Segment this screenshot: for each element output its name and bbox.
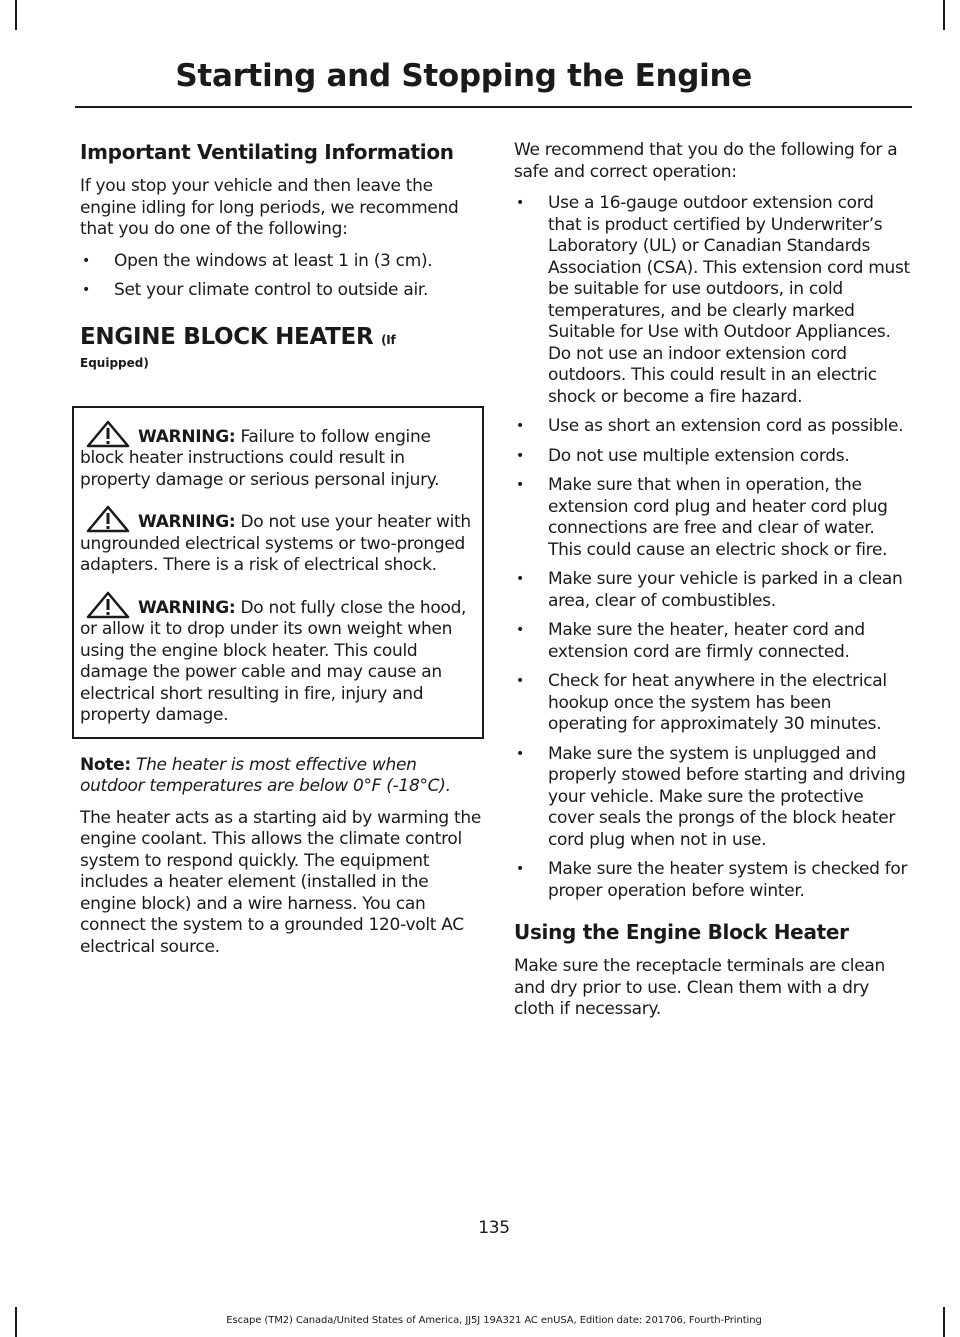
list-item: • Open the windows at least 1 in (3 cm). (80, 251, 482, 273)
list-item: • Make sure the heater, heater cord and extension cord are firmly connected. (514, 620, 910, 663)
header-rule (75, 106, 912, 108)
note (80, 755, 482, 798)
left-column (80, 140, 482, 968)
list-item: • Check for heat anywhere in the electrical hookup once the system has been operating for approximately 30 minutes. (514, 671, 910, 736)
warning-label: WARNING: (138, 426, 236, 447)
ventilating-heading: Important Ventilating Information (80, 140, 454, 164)
warning-1 (80, 420, 476, 492)
crop-mark (943, 0, 945, 30)
section-title: ENGINE BLOCK HEATER (80, 323, 374, 350)
recommend-list (514, 193, 910, 902)
warning-label: WARNING: (138, 512, 236, 532)
warning-triangle-icon (86, 420, 130, 448)
crop-mark (15, 0, 17, 30)
warning-label: WARNING: (138, 597, 236, 618)
list-item: • Use as short an extension cord as possible. (514, 416, 910, 438)
using-heading: Using the Engine Block Heater (514, 920, 849, 944)
section-title-suffix: (If (381, 332, 396, 347)
warning-3 (80, 591, 476, 727)
warning-triangle-icon (86, 505, 130, 533)
engine-block-heater-heading (80, 324, 482, 350)
list-item: • Make sure your vehicle is parked in a clean area, clear of combustibles. (514, 569, 910, 612)
warning-box (72, 406, 484, 739)
note-label: Note: (80, 754, 131, 775)
ventilating-intro: If you stop your vehicle and then leave the engine idling for long periods, we recommend that you do one of the following: (80, 176, 459, 239)
using-text: Make sure the receptacle terminals are clean and dry prior to use. Clean them with a dry cloth if necessary. (514, 956, 885, 1019)
list-item: • Do not use multiple extension cords. (514, 446, 910, 468)
page-title: Starting and Stopping the Engine (175, 58, 752, 94)
section-title-suffix-line2: Equipped) (80, 355, 149, 370)
heater-description: The heater acts as a starting aid by warming the engine coolant. This allows the climate control system to respond quickly. The equipment includes a heater element (installed in the engine block) and a wire harness. You can connect the system to a grounded 120-volt AC electrical source. (80, 807, 482, 957)
warning-text: Do not use your heater with ungrounded electrical systems or two-pronged adapters. There is a risk of electrical shock. (80, 512, 471, 575)
warning-text: Failure to follow engine block heater instructions could result in property damage or serious personal injury. (80, 426, 440, 490)
list-item: • Make sure the system is unplugged and properly stowed before starting and driving your vehicle. Make sure the protective cover seals the prongs of the block heater cord plug when not in use. (514, 744, 910, 852)
list-item: • Make sure that when in operation, the extension cord plug and heater cord plug connections are free and clear of water. This could cause an electric shock or fire. (514, 475, 910, 561)
page-number: 135 (478, 1218, 510, 1238)
warning-triangle-icon (86, 591, 130, 619)
recommend-intro: We recommend that you do the following for a safe and correct operation: (514, 140, 898, 182)
list-item: • Use a 16-gauge outdoor extension cord that is product certified by Underwriter’s Laboratory (UL) or Canadian Standards Association (CSA). This extension cord must be suitable for use outdoors, in cold temperatures, and be clearly marked Suitable for Use with Outdoor Appliances. Do not use an indoor extension cord outdoors. This could result in an electric shock or become a fire hazard. (514, 193, 910, 408)
list-item: • Make sure the heater system is checked for proper operation before winter. (514, 859, 910, 902)
list-item: • Set your climate control to outside air. (80, 280, 482, 302)
warning-text: Do not fully close the hood, or allow it to drop under its own weight when using the engine block heater. This could damage the power cable and may cause an electrical short resulting in fire, injury and property damage. (80, 597, 467, 725)
warning-2 (80, 505, 476, 577)
footer-text: Escape (TM2) Canada/United States of America, JJ5J 19A321 AC enUSA, Edition date: 201706, Fourth-Printing (226, 1315, 762, 1326)
ventilating-list (80, 251, 482, 302)
note-text: The heater is most effective when outdoor temperatures are below 0°F (-18°C). (80, 754, 451, 796)
right-column (514, 140, 910, 1031)
